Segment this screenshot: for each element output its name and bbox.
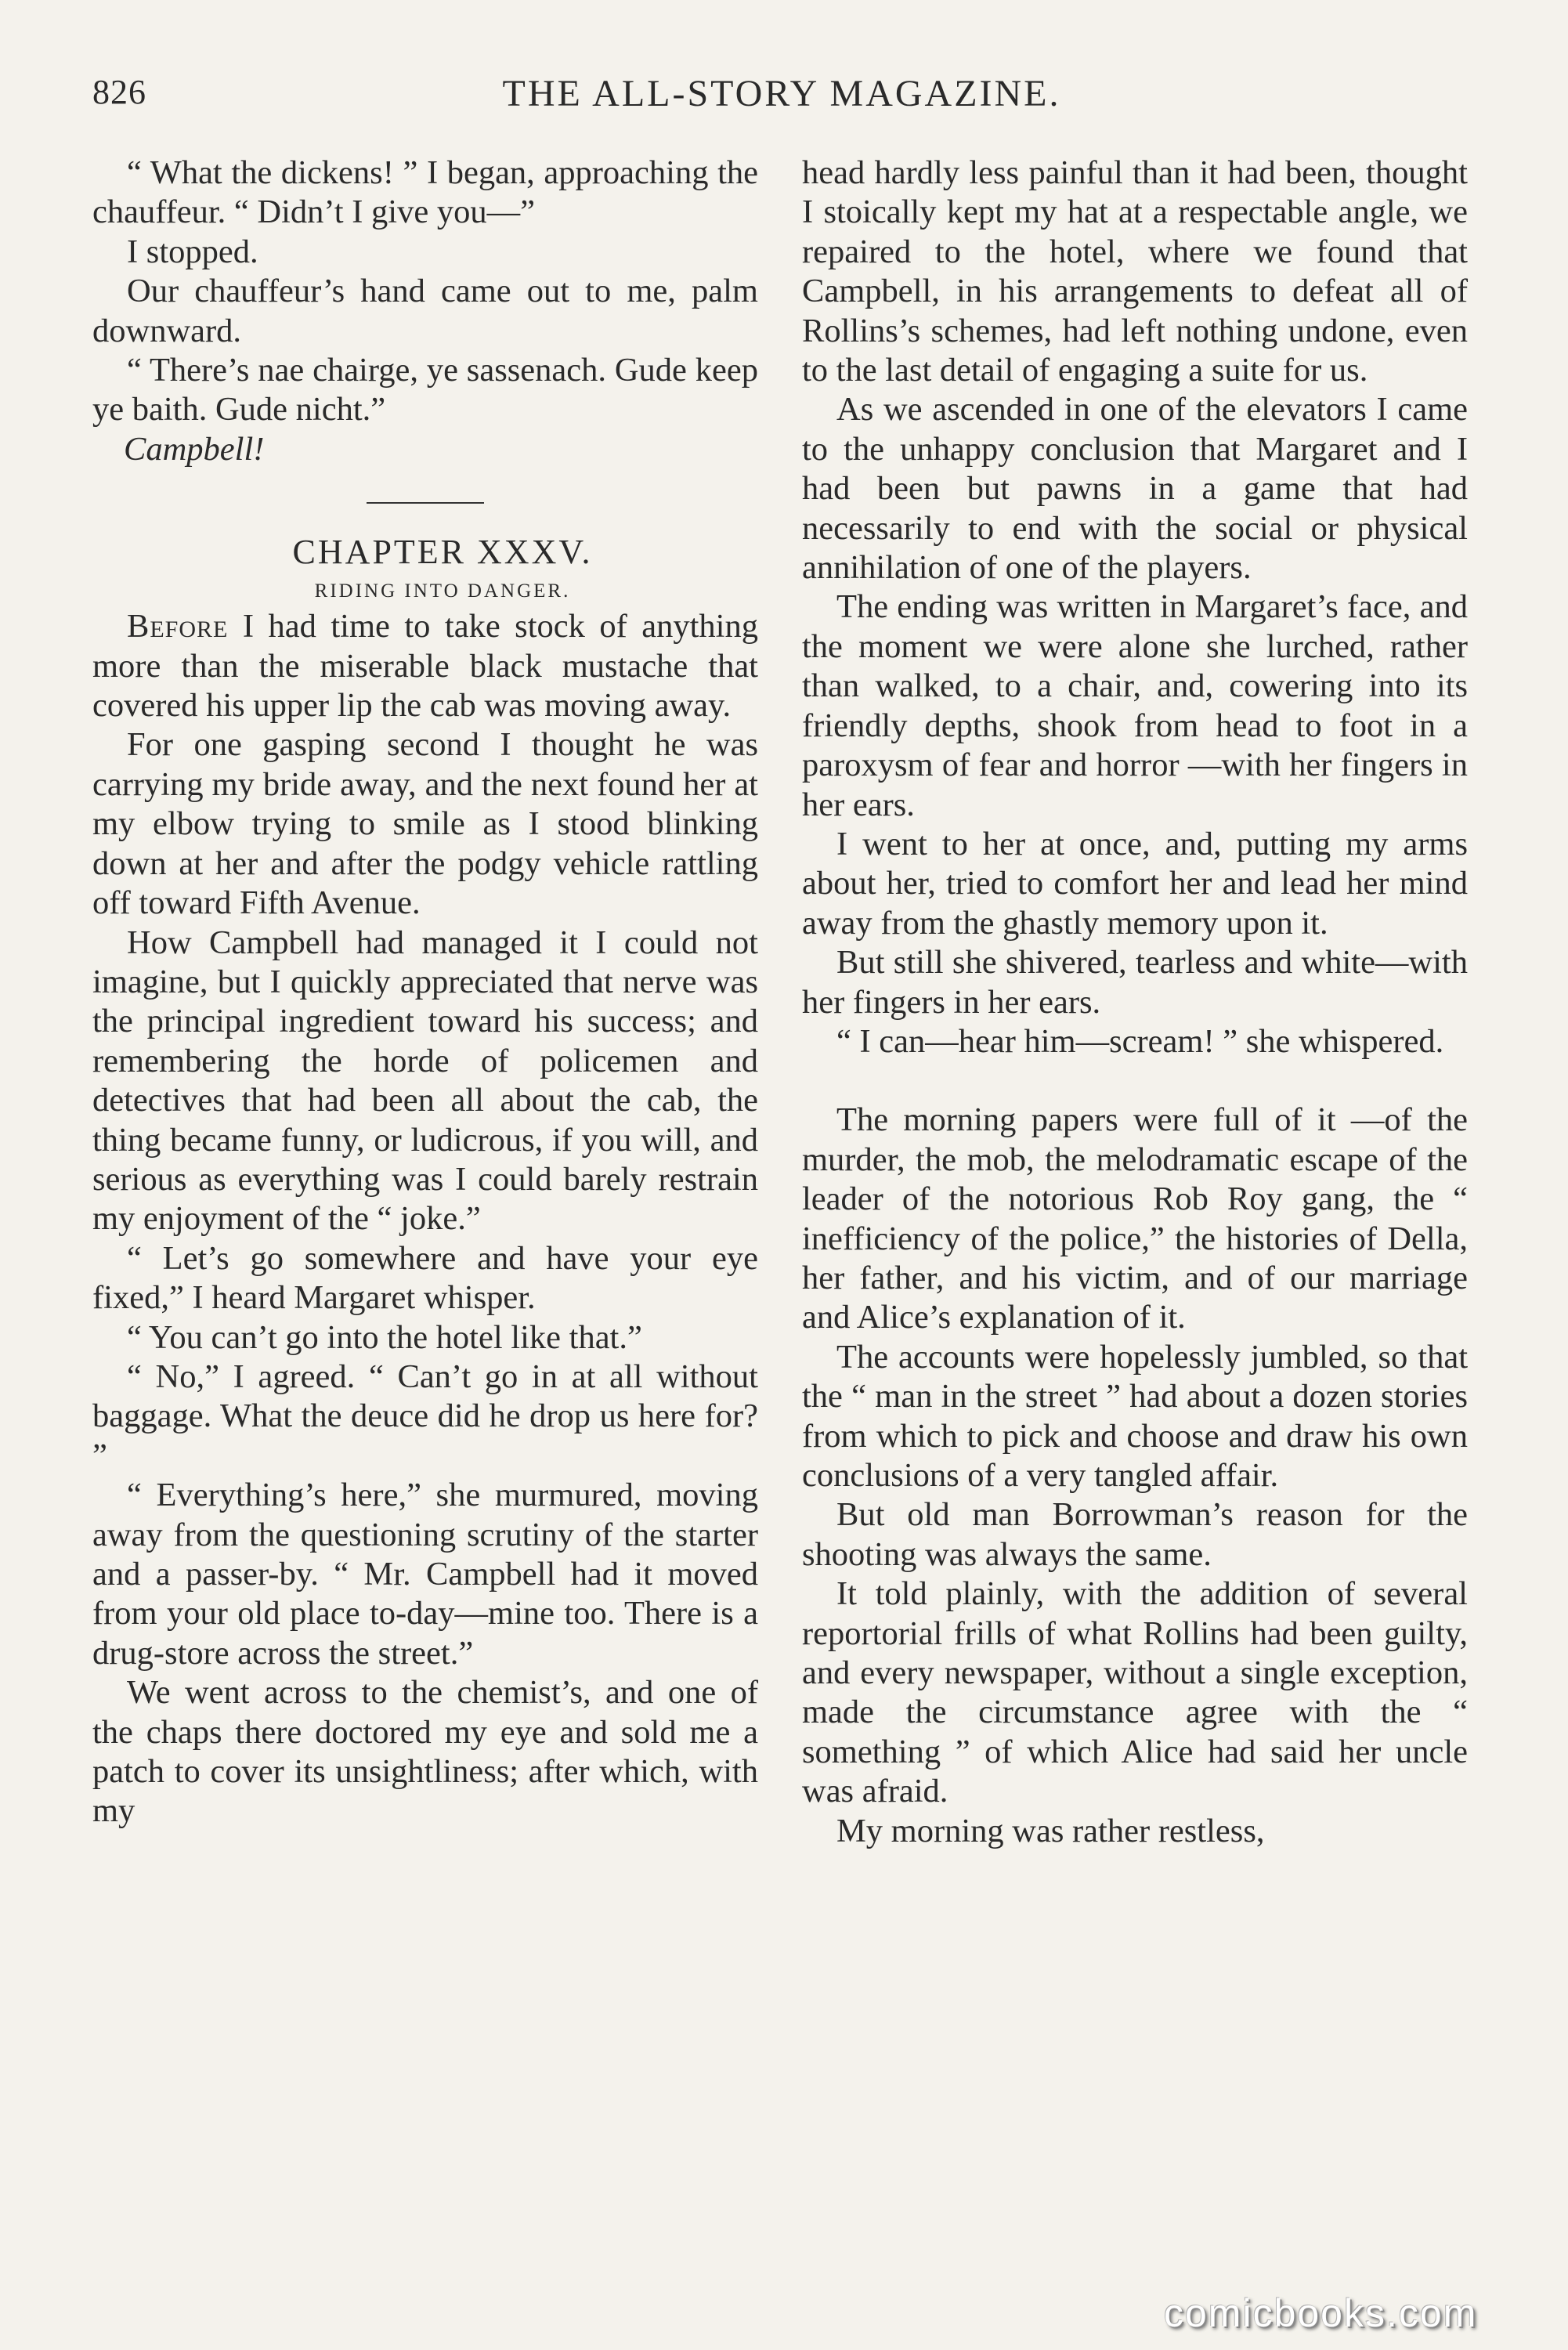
- page-header: [92, 72, 1471, 127]
- paragraph: We went across to the chemist’s, and one of the chaps there doctored my eye and sold me a patch to cover its unsightliness; after which, with my: [92, 1674, 758, 1830]
- paragraph: The morning papers were full of it —of the murder, the mob, the melodramatic escape of the leader of the notorious Rob Roy gang, the “ inefficiency of the police,” the histories of Della, her father, and his victim, and of our marriage and Alice’s explanation of it.: [802, 1101, 1468, 1336]
- paragraph: Our chauffeur’s hand came out to me, palm downward.: [92, 273, 758, 349]
- paragraph: The ending was written in Margaret’s face, and the moment we were alone she lurched, rather than walked, to a chair, and, cowering into its friendly depths, shook from head to foot in a paroxysm of fear and horror —with her fingers in her ears.: [802, 588, 1468, 823]
- paragraph: “ Let’s go somewhere and have your eye fixed,” I heard Margaret whisper.: [92, 1239, 758, 1317]
- left-column: [92, 154, 758, 1831]
- paragraph: “ There’s nae chairge, ye sassenach. Gude keep ye baith. Gude nicht.”: [92, 352, 758, 428]
- paragraph-opening: [92, 607, 758, 725]
- running-head: THE ALL-STORY MAGAZINE.: [502, 73, 1061, 114]
- paragraph: But old man Borrowman’s reason for the shooting was always the same.: [802, 1496, 1468, 1573]
- paragraph: But still she shivered, tearless and white—with her fingers in her ears.: [802, 944, 1468, 1021]
- paragraph: “ No,” I agreed. “ Can’t go in at all without baggage. What the deuce did he drop us here for? ”: [92, 1358, 758, 1474]
- paragraph: As we ascended in one of the elevators I came to the unhappy conclusion that Margaret and I had been but pawns in a game that had necessarily to end with the social or physical annihilation of one of the players.: [802, 391, 1468, 587]
- paragraph-continued: head hardly less painful than it had been, thought I stoically kept my hat at a respectable angle, we repaired to the hotel, where we found that Campbell, in his arrangements to defeat all of Rollins’s schemes, had left nothing undone, even to the last detail of engaging a suite for us.: [802, 154, 1468, 389]
- paragraph: “ You can’t go into the hotel like that.”: [127, 1318, 642, 1356]
- paragraph: “ What the dickens! ” I began, approaching the chauffeur. “ Didn’t I give you—”: [92, 154, 758, 231]
- paragraph: The accounts were hopelessly jumbled, so that the “ man in the street ” had about a dozen stories from which to pick and choose and draw his own conclusions of a very tangled affair.: [802, 1338, 1468, 1494]
- right-column: [802, 154, 1468, 1851]
- opening-text: I had time to take stock of anything more than the miserable black mustache that covered his upper lip the cab was moving away.: [92, 608, 758, 725]
- paragraph: “ Everything’s here,” she murmured, moving away from the questioning scrutiny of the starter and a passer-by. “ Mr. Campbell had it moved from your old place to-day—mine too. There is a drug-store across the street.”: [92, 1477, 758, 1672]
- chapter-title: CHAPTER XXXV.: [292, 533, 593, 572]
- section-break: [802, 1061, 1468, 1101]
- chapter-subtitle: RIDING INTO DANGER.: [314, 580, 571, 602]
- paragraph-signature: Campbell!: [124, 430, 265, 468]
- paragraph: My morning was rather restless,: [836, 1812, 1265, 1849]
- paragraph: How Campbell had managed it I could not imagine, but I quickly appreciated that nerve was the principal ingredient toward his success; and remembering the horde of policemen and detectives that had been all about the cab, the thing became funny, or ludicrous, if you will, and serious as everything was I could barely restrain my enjoyment of the “ joke.”: [92, 924, 758, 1238]
- opening-word: Before: [127, 608, 229, 645]
- page-number: 826: [92, 73, 146, 111]
- paragraph: I stopped.: [127, 233, 258, 270]
- paragraph: “ I can—hear him—scream! ” she whispered.: [836, 1022, 1444, 1060]
- paragraph: It told plainly, with the addition of several reportorial frills of what Rollins had been guilty, and every newspaper, without a single exception, made the circumstance agree with the “ something ” of which Alice had said her uncle was afraid.: [802, 1575, 1468, 1810]
- paragraph: I went to her at once, and, putting my arms about her, tried to comfort her and lead her mind away from the ghastly memory upon it.: [802, 825, 1468, 942]
- section-divider: [367, 502, 484, 504]
- watermark-logo: comicbooks.com: [1164, 2291, 1478, 2335]
- paragraph: For one gasping second I thought he was carrying my bride away, and the next found her at my elbow trying to smile as I stood blinking down at her and after the podgy vehicle rattling off toward Fifth Avenue.: [92, 726, 758, 922]
